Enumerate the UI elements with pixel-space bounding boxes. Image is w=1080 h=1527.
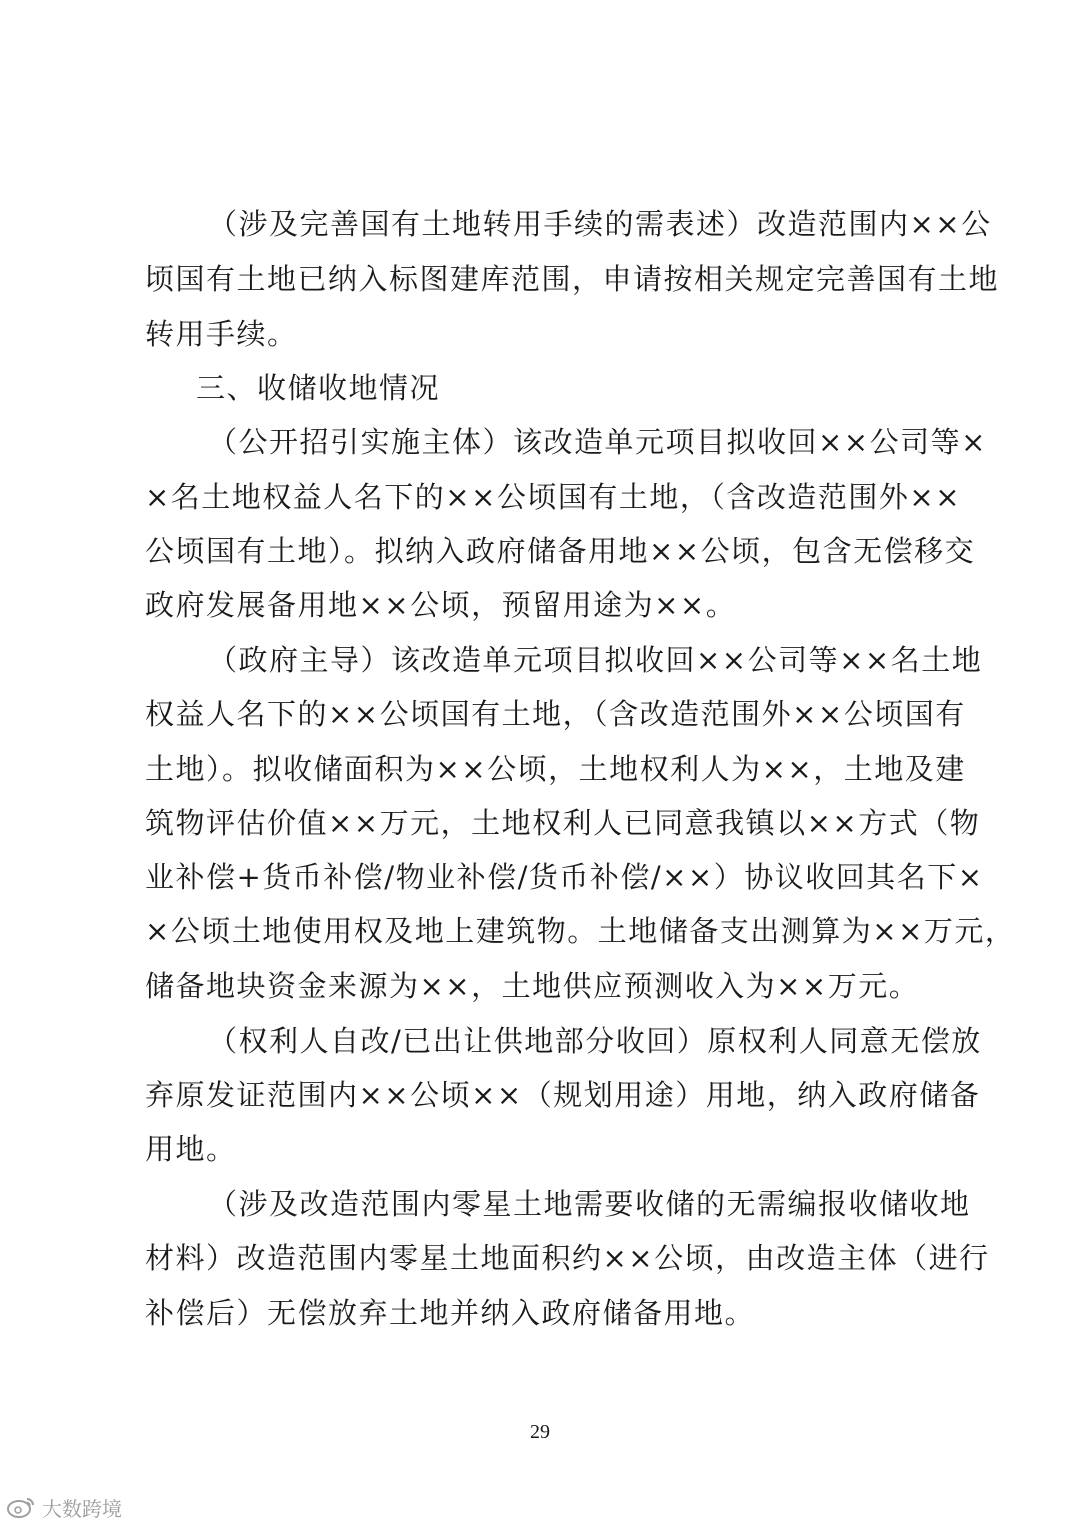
paragraph-4-line-2: 弃原发证范围内××公顷××（规划用途）用地，纳入政府储备 — [145, 1078, 981, 1112]
watermark — [6, 1493, 122, 1521]
paragraph-4-line-3: 用地。 — [145, 1132, 237, 1166]
paragraph-3-line-2: 权益人名下的××公顷国有土地，（含改造范围外××公顷国有 — [145, 697, 966, 731]
paragraph-5-line-1: （涉及改造范围内零星土地需要收储的无需编报收储收地 — [208, 1187, 971, 1221]
paragraph-3-line-1: （政府主导）该改造单元项目拟收回××公司等××名土地 — [208, 643, 983, 677]
paragraph-5-line-2: 材料）改造范围内零星土地面积约××公顷，由改造主体（进行 — [145, 1241, 990, 1275]
paragraph-2-line-3: 公顷国有土地）。拟纳入政府储备用地××公顷，包含无偿移交 — [145, 534, 976, 568]
paragraph-3-line-4: 筑物评估价值××万元，土地权利人已同意我镇以××方式（物 — [145, 806, 981, 840]
paragraph-1-line-2: 顷国有土地已纳入标图建库范围，申请按相关规定完善国有土地 — [145, 262, 1000, 296]
paragraph-3-line-6: ×公顷土地使用权及地上建筑物。土地储备支出测算为××万元， — [145, 914, 1016, 948]
paragraph-2-line-1: （公开招引实施主体）该改造单元项目拟收回××公司等× — [208, 425, 987, 459]
paragraph-1-line-1: （涉及完善国有土地转用手续的需表述）改造范围内××公 — [208, 207, 992, 241]
paragraph-2-line-4: 政府发展备用地××公顷，预留用途为××。 — [145, 588, 737, 622]
paragraph-4-line-1: （权利人自改/已出让供地部分收回）原权利人同意无偿放 — [208, 1024, 982, 1058]
paragraph-3-line-5: 业补偿+货币补偿/物业补偿/货币补偿/××）协议收回其名下× — [145, 860, 984, 894]
paragraph-5-line-3: 补偿后）无偿放弃土地并纳入政府储备用地。 — [145, 1296, 756, 1330]
paragraph-3-line-7: 储备地块资金来源为××，土地供应预测收入为××万元。 — [145, 969, 920, 1003]
weibo-logo-icon — [6, 1495, 36, 1519]
watermark-text: 大数跨境 — [42, 1496, 122, 1521]
section-heading: 三、收储收地情况 — [196, 371, 441, 405]
page-number: 29 — [530, 1421, 550, 1443]
paragraph-1-line-3: 转用手续。 — [145, 317, 298, 351]
paragraph-2-line-2: ×名土地权益人名下的××公顷国有土地，（含改造范围外×× — [145, 480, 961, 514]
paragraph-3-line-3: 土地）。拟收储面积为××公顷，土地权利人为××，土地及建 — [145, 752, 966, 786]
